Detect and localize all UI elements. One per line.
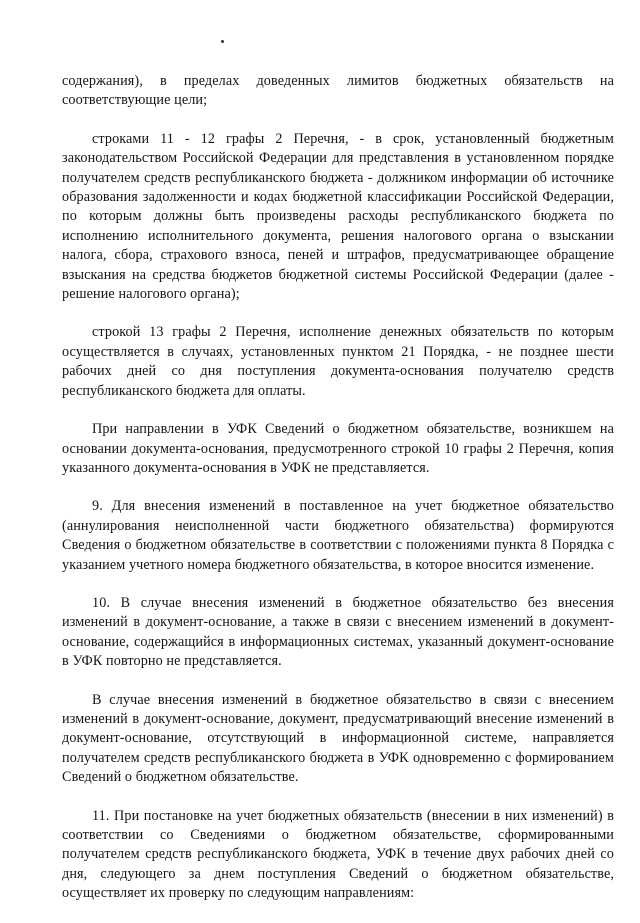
paragraph-lines-11-12: строками 11 - 12 графы 2 Перечня, - в срок, установленный бюджетным законодательством Российской Федерации для представления в установленном порядке получателем средств республиканского бюджета - должником информации об источнике образования задолженности и кодах бюджетной классификации Российской Федерации, по которым должны быть произведены расходы республиканского бюджета по исполнению исполнительного документа, решения налогового органа о взыскании налога, сбора, страхового взноса, пеней и штрафов, предусматривающее обращение взыскания на средства бюджетов бюджетной системы Российской Федерации (далее - решение налогового органа); — [62, 130, 614, 303]
document-page — [62, 72, 614, 923]
paragraph-ufk-submission: При направлении в УФК Сведений о бюджетном обязательстве, возникшем на основании документа-основания, предусмотренного строкой 10 графы 2 Перечня, копия указанного документа-основания в УФК не представляется. — [62, 421, 614, 476]
scan-speck — [221, 40, 224, 43]
paragraph-item-10-changes: В случае внесения изменений в бюджетное обязательство в связи с внесением изменений в документ-основание, документ, предусматривающий внесение изменений в документ-основание, отсутствующий в информационной системе, направляется получателем средств республиканского бюджета в УФК одновременно с формированием Сведений о бюджетном обязательстве. — [62, 691, 614, 786]
paragraph-item-9: 9. Для внесения изменений в поставленное на учет бюджетное обязательство (аннулирования неисполненной части бюджетного обязательства) формируются Сведения о бюджетном обязательстве в соответствии с положениями пункта 8 Порядка с указанием учетного номера бюджетного обязательства, в которое вносится изменение. — [62, 498, 614, 573]
paragraph-line-13: строкой 13 графы 2 Перечня, исполнение денежных обязательств по которым осуществляется в случаях, установленных пунктом 21 Порядка, - не позднее шести рабочих дней со дня поступления документа-основания получателю средств республиканского бюджета для оплаты. — [62, 324, 614, 399]
paragraph-continuation: содержания), в пределах доведенных лимитов бюджетных обязательств на соответствующие цели; — [62, 73, 614, 109]
paragraph-item-11: 11. При постановке на учет бюджетных обязательств (внесении в них изменений) в соответствии со Сведениями о бюджетном обязательстве, сформированными получателем средств республиканского бюджета, УФК в течение двух рабочих дней со дня, следующего за днем поступления Сведений о бюджетном обязательстве, осуществляет их проверку по следующим направлениям: — [62, 807, 614, 902]
paragraph-item-10: 10. В случае внесения изменений в бюджетное обязательство без внесения изменений в документ-основание, а также в связи с внесением изменений в документ-основание, содержащийся в информационных системах, указанный документ-основание в УФК повторно не представляется. — [62, 594, 614, 670]
